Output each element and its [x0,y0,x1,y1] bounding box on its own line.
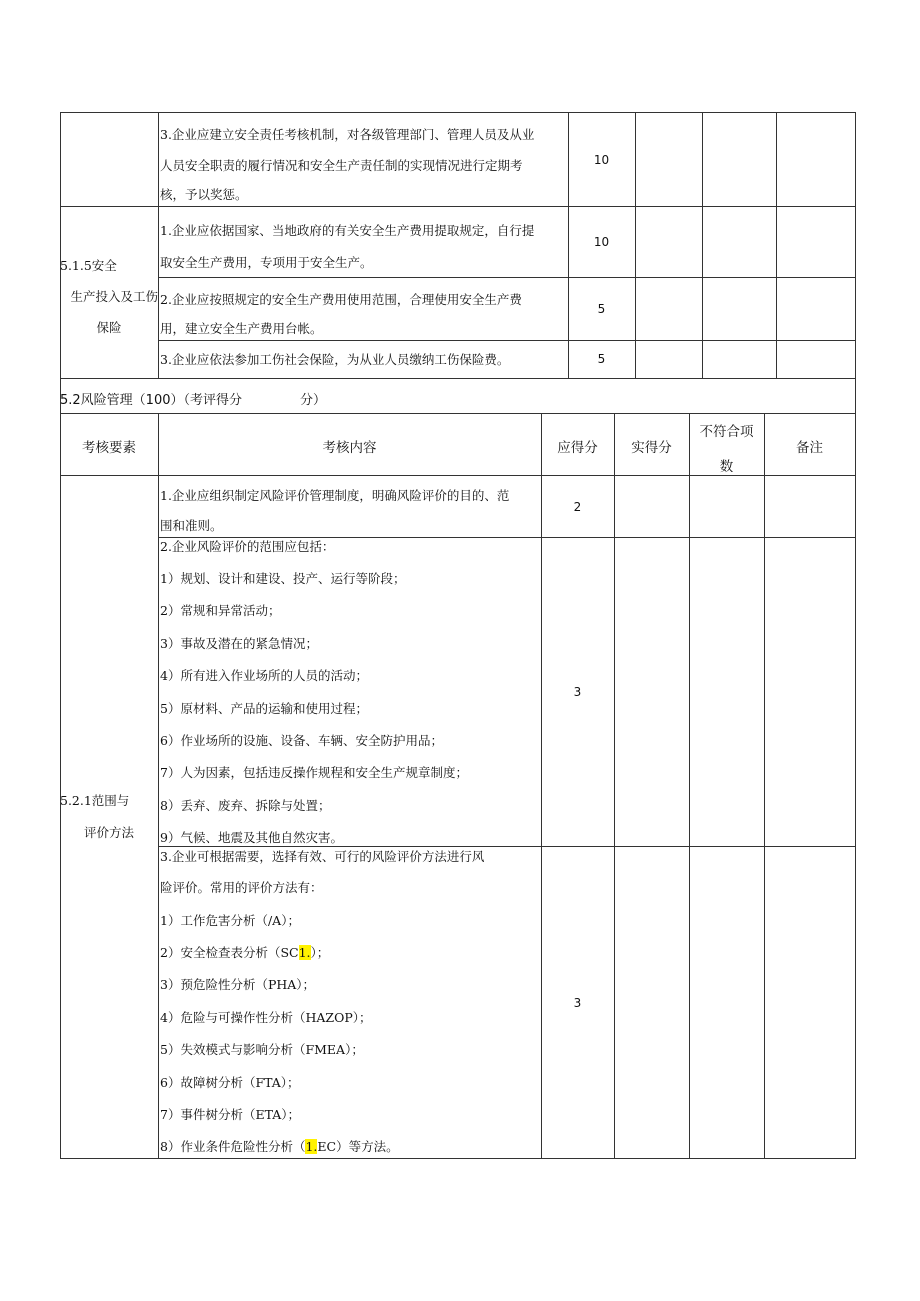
element-label: 评价方法 [83,825,134,840]
header-element: 考核要素 [82,440,136,456]
content-line: 7）人为因素，包括违反操作规程和安全生产规章制度； [160,765,468,780]
element-label: 生产投入及工伤 [70,289,158,304]
content-line: 围和准则。 [160,518,223,533]
content-line: 3）预危险性分析（PHA）； [160,977,316,992]
content-line: 1.企业应组织制定风险评价管理制度，明确风险评价的目的、范 [160,488,510,503]
content-line: 7）事件树分析（ETA）； [160,1107,301,1122]
content-text: EC）等方法。 [317,1139,399,1154]
section-title: 5.2风险管理（100）（考评得分 [60,393,242,408]
content-line: 取安全生产费用，专项用于安全生产。 [160,255,373,270]
score-cell: 10 [593,153,610,167]
score-cell: 5 [597,302,606,316]
score-cell: 3 [573,685,582,699]
score-cell: 2 [573,500,582,514]
header-remark: 备注 [796,440,823,456]
section-title-score: 分） [300,393,327,408]
content-line: 8）丢弃、废弃、拆除与处置； [160,798,331,813]
score-cell: 5 [597,352,606,366]
highlighted-text: 1. [298,945,311,960]
content-line: 1.企业应依据国家、当地政府的有关安全生产费用提取规定，自行提 [160,223,535,238]
content-line: 险评价。常用的评价方法有： [160,880,323,895]
content-line: 1）规划、设计和建设、投产、运行等阶段； [160,571,406,586]
content-line: 3.企业应依法参加工伤社会保险，为从业人员缴纳工伤保险费。 [160,352,510,367]
content-line: 3）事故及潜在的紧急情况； [160,636,318,651]
content-line: 1）工作危害分析（/A）； [160,913,300,928]
content-line: 3.企业应建立安全责任考核机制，对各级管理部门、管理人员及从业 [160,127,535,142]
element-label: 保险 [96,320,122,335]
element-label: 5.1.5安全 [60,258,117,273]
content-line: 5）失效模式与影响分析（FMEA）； [160,1042,364,1057]
content-line: 4）所有进入作业场所的人员的活动； [160,668,368,683]
content-line: 2.企业应按照规定的安全生产费用使用范围，合理使用安全生产费 [160,292,522,307]
header-content: 考核内容 [322,440,377,456]
header-nonconformity: 不符合项 [699,424,754,440]
content-line: 6）故障树分析（FTA）； [160,1075,300,1090]
content-line: 4）危险与可操作性分析（HAZOP）； [160,1010,372,1025]
content-text: ）； [310,945,330,960]
content-line [160,945,329,961]
content-line: 2.企业风险评价的范围应包括： [160,539,335,554]
content-line: 人员安全职责的履行情况和安全生产责任制的实现情况进行定期考 [160,158,523,173]
score-cell: 3 [573,996,582,1010]
header-should-score: 应得分 [557,440,598,456]
score-cell: 10 [593,235,610,249]
content-line: 2）常规和异常活动； [160,603,281,618]
content-text: 2）安全检查表分析（SC [160,945,299,960]
highlighted-text: 1. [305,1139,318,1154]
content-line: 3.企业可根据需要，选择有效、可行的风险评价方法进行风 [160,849,485,864]
header-nonconformity: 数 [719,459,734,475]
content-line [160,1139,399,1155]
element-label: 5.2.1范围与 [60,793,130,808]
content-line: 9）气候、地震及其他自然灾害。 [160,830,343,845]
content-line: 5）原材料、产品的运输和使用过程； [160,701,368,716]
content-line: 6）作业场所的设施、设备、车辆、安全防护用品； [160,733,443,748]
header-actual-score: 实得分 [631,440,672,456]
content-line: 用，建立安全生产费用台帐。 [160,321,323,336]
content-text: 8）作业条件危险性分析（ [160,1139,306,1154]
content-line: 核，予以奖惩。 [160,187,248,202]
